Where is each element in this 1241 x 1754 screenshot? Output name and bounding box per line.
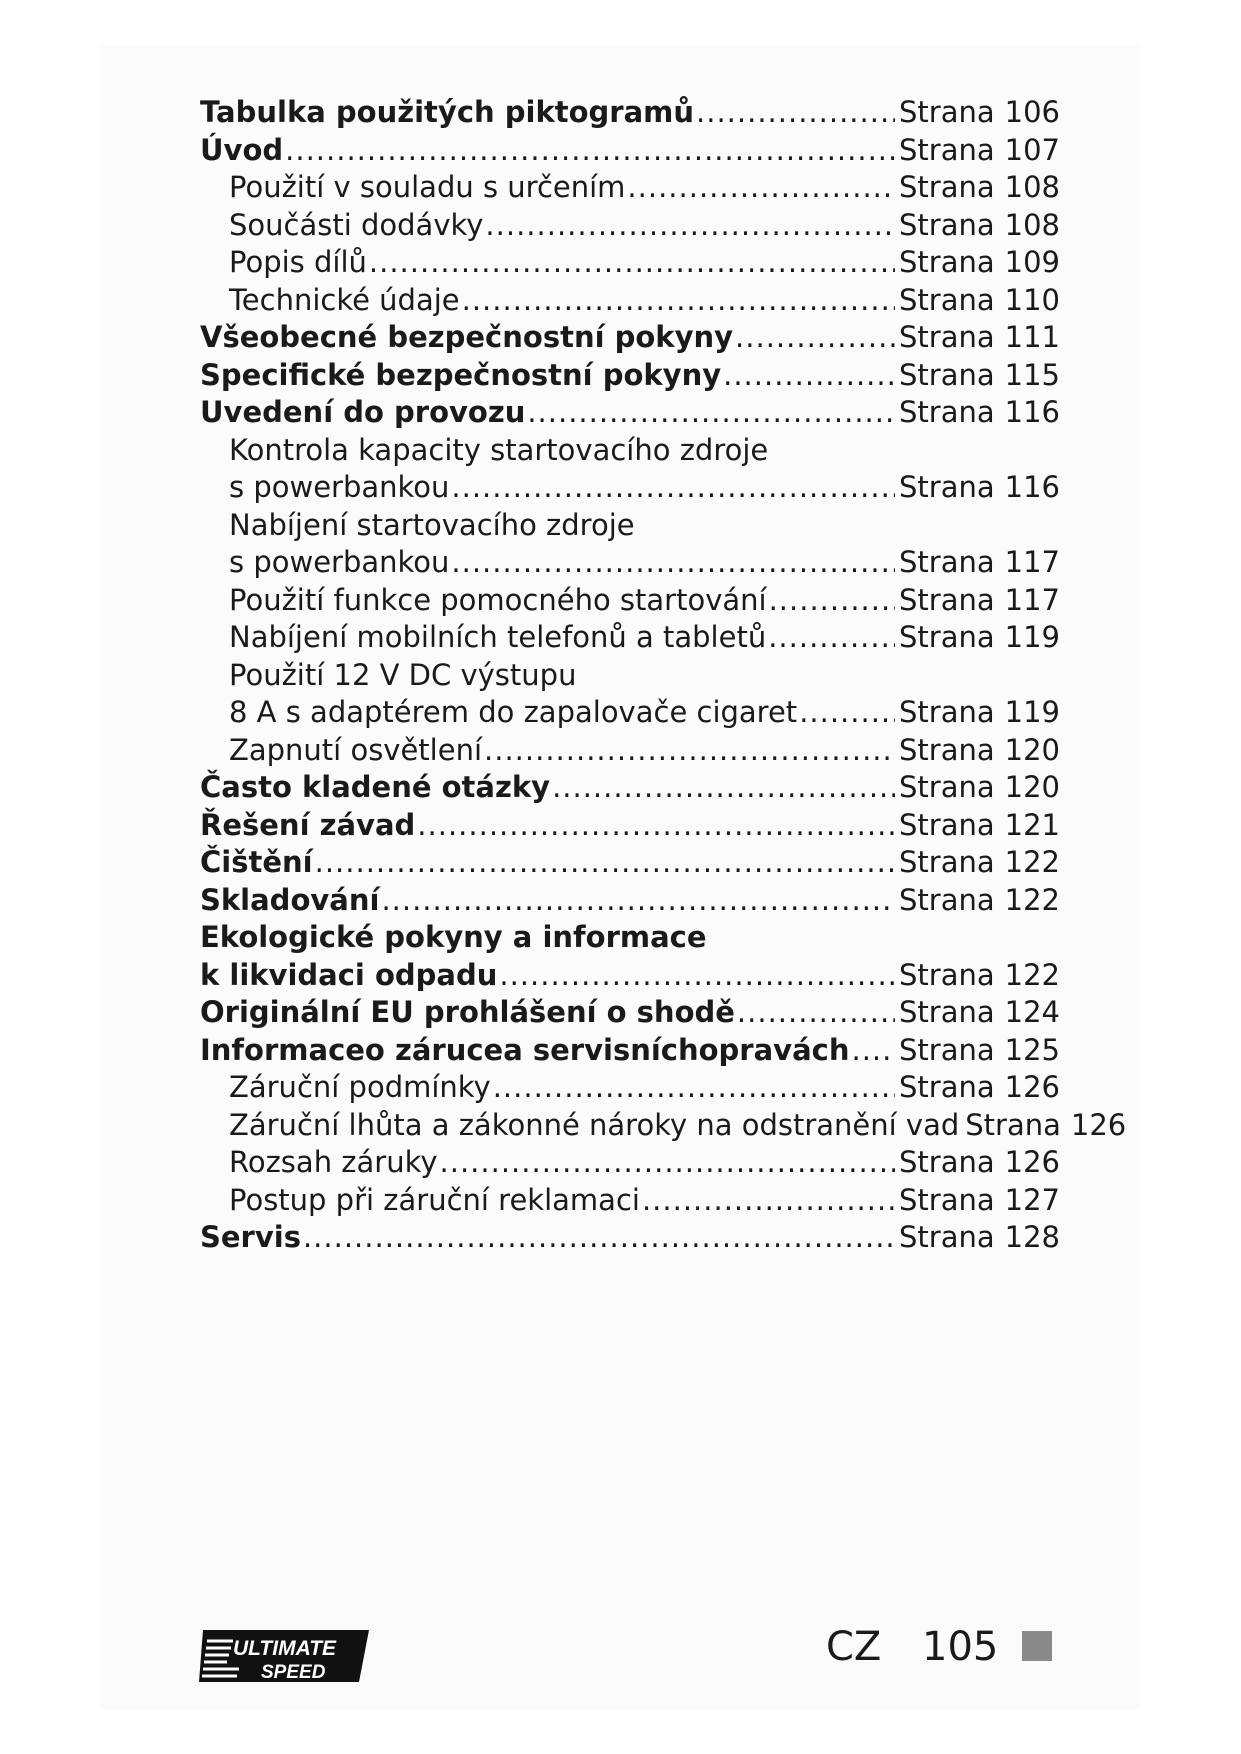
toc-leader-dots [735,319,895,357]
toc-page-label: Strana [899,132,995,167]
toc-page-ref [899,394,1060,432]
toc-entry-title: Skladování [200,882,380,917]
toc-leader-dots [440,1144,896,1182]
toc-page-label: Strana [899,582,995,617]
toc-page-ref [899,469,1060,507]
toc-entry [200,582,1060,620]
toc-entry [200,169,1060,207]
toc-leader-dots [696,94,895,132]
toc-entry-title: Použití v souladu s určením [229,170,626,204]
toc-leader-dots [737,994,895,1032]
toc-page-number: 117 [1004,545,1060,579]
toc-leader-dots [552,769,895,807]
toc-entry [200,357,1060,395]
toc-entry-title: Nabíjení startovacího zdroje [229,507,635,542]
toc-page-ref [899,844,1060,882]
toc-page-ref [899,582,1060,620]
page-marker-square [1022,1631,1052,1661]
toc-page-label: Strana [899,1220,995,1254]
toc-page-number: 126 [1004,1145,1060,1179]
toc-page-ref [899,1144,1060,1182]
toc-page-ref [899,957,1060,995]
toc-entry [200,132,1060,170]
toc-entry-title: Specifické bezpečnostní pokyny [200,357,722,392]
toc-page-label: Strana [899,995,995,1029]
toc-entry-title: Rozsah záruky [229,1145,438,1179]
toc-page-number: 119 [1004,695,1060,729]
toc-page-number: 128 [1004,1220,1060,1254]
toc-page-ref [899,882,1060,920]
toc-entry [200,207,1060,245]
toc-leader-dots [723,357,895,395]
toc-entry-title: Postup při záruční reklamaci [229,1182,640,1217]
toc-page-label: Strana [899,1070,995,1104]
toc-leader-dots [484,732,895,770]
toc-entry-title: Kontrola kapacity startovacího zdroje [229,432,769,467]
toc-entry [200,769,1060,807]
toc-page-ref [899,94,1060,132]
ultimate-speed-logo [199,1628,369,1684]
toc-leader-dots [315,844,895,882]
toc-leader-dots [642,1182,895,1220]
toc-leader-dots [285,132,895,170]
toc-page-number: 115 [1004,357,1060,392]
toc-entry [200,507,1060,545]
toc-page-number: 125 [1004,1032,1060,1067]
toc-page-label: Strana [899,1182,995,1217]
toc-page-ref [899,1182,1060,1220]
toc-page-number: 126 [1004,1070,1060,1104]
toc-page-number: 116 [1004,395,1060,429]
toc-entry-title: Úvod [200,132,284,167]
toc-entry-title: Tabulka použitých piktogramů [200,95,695,129]
table-of-contents [200,94,1127,1257]
toc-entry-title: Všeobecné bezpečnostní pokyny [200,320,734,354]
toc-page-number: 122 [1004,957,1060,992]
toc-page-ref [899,994,1060,1032]
toc-leader-dots [769,582,895,620]
toc-entry [200,1182,1060,1220]
toc-leader-dots [499,957,895,995]
toc-page-number: 111 [1004,320,1060,354]
toc-page-number: 108 [1004,170,1060,204]
toc-leader-dots [485,207,895,245]
toc-entry-title: Popis dílů [229,245,367,279]
toc-page-label: Strana [899,770,995,804]
toc-page-label: Strana [899,320,995,354]
toc-entry [200,619,1060,657]
toc-page-label: Strana [899,245,995,279]
toc-entry [200,1219,1060,1257]
toc-entry-title: s powerbankou [229,545,450,579]
toc-entry-title: Informaceo zárucea servisníchopravách [200,1032,850,1067]
page-number: 105 [922,1624,999,1670]
toc-entry [200,882,1060,920]
toc-entry-title: Použití 12 V DC výstupu [229,657,577,692]
toc-entry-title: Použití funkce pomocného startování [229,582,767,617]
logo-text-line1: ULTIMATE [233,1637,337,1660]
toc-entry [200,732,1060,770]
language-code: CZ [826,1624,882,1670]
toc-entry [200,282,1060,320]
toc-entry-title: 8 A s adaptérem do zapalovače cigaret [229,695,798,729]
toc-leader-dots [799,694,895,732]
toc-page-label: Strana [899,282,995,317]
toc-leader-dots [493,1069,895,1107]
toc-entry [200,844,1060,882]
toc-page-ref [899,319,1060,357]
toc-page-label: Strana [899,1145,995,1179]
toc-entry-title: Součásti dodávky [229,207,484,242]
toc-entry [200,319,1060,357]
toc-page-number: 126 [1070,1107,1127,1142]
toc-page-number: 116 [1004,470,1060,504]
toc-leader-dots [303,1219,895,1257]
toc-page-label: Strana [899,882,995,917]
toc-entry [200,1144,1060,1182]
toc-entry [200,94,1060,132]
toc-page-ref [899,769,1060,807]
toc-page-label: Strana [899,695,995,729]
toc-leader-dots [627,169,895,207]
toc-leader-dots [451,469,895,507]
toc-leader-dots [369,244,895,282]
toc-page-label: Strana [899,470,995,504]
toc-page-number: 120 [1004,732,1060,767]
toc-leader-dots [462,282,895,320]
toc-page-label: Strana [899,957,995,992]
toc-page-label: Strana [899,95,995,129]
toc-entry-title: Servis [200,1220,301,1254]
toc-entry [200,244,1060,282]
toc-page-label: Strana [899,395,995,429]
toc-page-ref [899,807,1060,845]
toc-entry [200,807,1060,845]
toc-page-ref [899,619,1060,657]
toc-page-number: 107 [1004,132,1060,167]
toc-page-ref [899,1032,1060,1070]
toc-page-number: 124 [1004,995,1060,1029]
toc-page-number: 120 [1004,770,1060,804]
toc-page-ref [899,132,1060,170]
toc-entry-title: Ekologické pokyny a informace [200,920,707,954]
toc-page-label: Strana [965,1107,1061,1142]
toc-page-ref [899,207,1060,245]
toc-page-ref [965,1107,1126,1145]
toc-page-ref [899,282,1060,320]
toc-page-number: 106 [1004,95,1060,129]
toc-entry-title: Technické údaje [229,282,460,317]
toc-entry [200,919,1060,957]
toc-page-number: 122 [1004,882,1060,917]
toc-leader-dots [768,619,895,657]
toc-page-ref [899,694,1060,732]
toc-page-number: 121 [1004,807,1060,842]
toc-entry-title: Záruční lhůta a zákonné nároky na odstranění vad [229,1107,960,1142]
toc-entry [200,1107,1127,1145]
toc-entry [200,1032,1060,1070]
toc-page-label: Strana [899,170,995,204]
toc-page-number: 109 [1004,245,1060,279]
toc-entry [200,1069,1060,1107]
toc-entry-title: Nabíjení mobilních telefonů a tabletů [229,620,767,654]
toc-page-ref [899,357,1060,395]
toc-entry-title: Uvedení do provozu [200,395,526,429]
toc-entry-title: s powerbankou [229,470,450,504]
toc-entry-title: k likvidaci odpadu [200,957,498,992]
toc-entry-title: Často kladené otázky [200,770,551,804]
toc-page-label: Strana [899,732,995,767]
toc-leader-dots [451,544,895,582]
toc-page-label: Strana [899,807,995,842]
toc-page-number: 108 [1004,207,1060,242]
toc-entry-title: Zapnutí osvětlení [229,732,483,767]
toc-page-label: Strana [899,545,995,579]
toc-entry [200,394,1060,432]
toc-page-ref [899,244,1060,282]
toc-leader-dots [381,882,895,920]
toc-page-label: Strana [899,357,995,392]
toc-page-label: Strana [899,845,995,879]
toc-leader-dots [417,807,895,845]
toc-entry [200,432,1060,470]
toc-page-ref [899,732,1060,770]
toc-entry-title: Originální EU prohlášení o shodě [200,995,735,1029]
toc-entry [200,957,1060,995]
logo-text-line2: SPEED [261,1662,326,1683]
toc-page-ref [899,544,1060,582]
toc-page-label: Strana [899,207,995,242]
toc-entry [200,657,1060,695]
toc-page-ref [899,1219,1060,1257]
toc-page-number: 122 [1004,845,1060,879]
toc-leader-dots [851,1032,895,1070]
toc-leader-dots [527,394,895,432]
toc-page-number: 119 [1004,620,1060,654]
toc-page-ref [899,169,1060,207]
toc-entry-title: Čištění [200,845,313,879]
toc-page-number: 127 [1004,1182,1060,1217]
toc-page-number: 110 [1004,282,1060,317]
toc-entry [200,469,1060,507]
toc-entry-title: Řešení závad [200,807,416,842]
toc-page-number: 117 [1004,582,1060,617]
toc-entry [200,994,1060,1032]
toc-page-label: Strana [899,620,995,654]
toc-entry-title: Záruční podmínky [229,1070,491,1104]
toc-page-ref [899,1069,1060,1107]
toc-page-label: Strana [899,1032,995,1067]
toc-entry [200,694,1060,732]
toc-entry [200,544,1060,582]
